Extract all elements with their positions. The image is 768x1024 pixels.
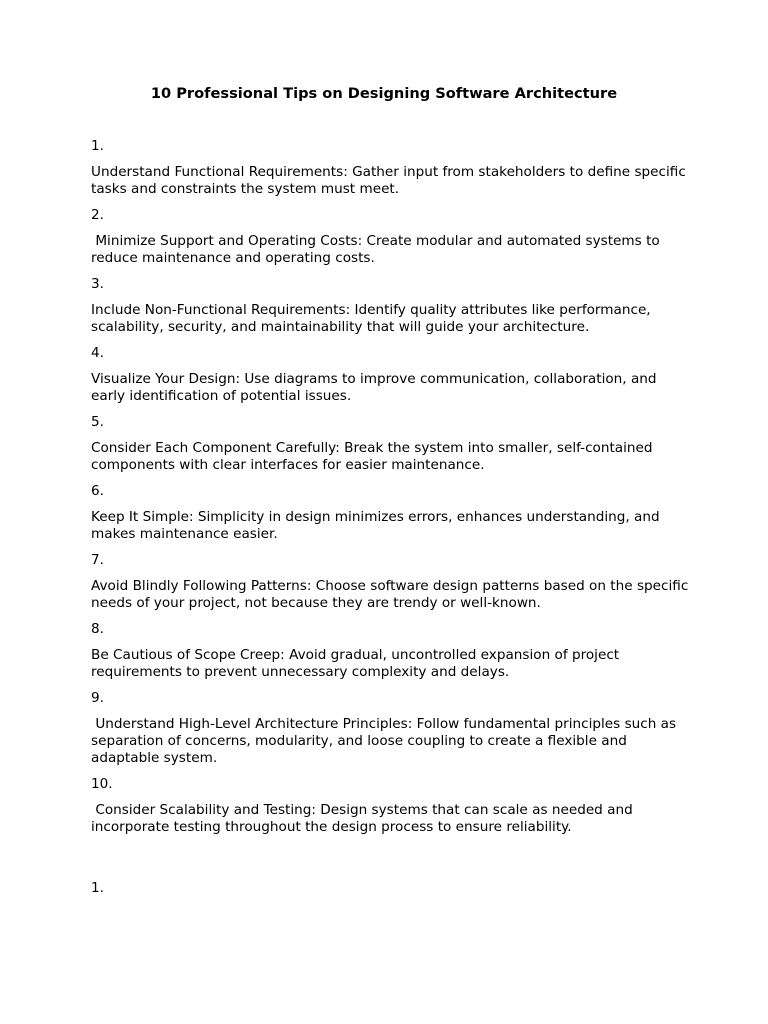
list-item: [91, 483, 691, 543]
item-text: Visualize Your Design: Use diagrams to improve communication, collaboration, and early identification of potential issues.: [91, 371, 661, 404]
item-text: Consider Each Component Carefully: Break the system into smaller, self-contained components with clear interfaces for easier maintenance.: [91, 440, 657, 473]
list-item: [91, 776, 691, 836]
item-text: Minimize Support and Operating Costs: Create modular and automated systems to reduce maintenance and operating costs.: [91, 233, 665, 266]
trailing-list-number: 1.: [91, 880, 104, 896]
item-number: 1.: [91, 138, 104, 154]
list-item: [91, 207, 691, 267]
item-number: 7.: [91, 552, 104, 568]
item-number: 5.: [91, 414, 104, 430]
item-number: 2.: [91, 207, 104, 223]
tips-list: [91, 138, 691, 845]
item-text: Be Cautious of Scope Creep: Avoid gradual, uncontrolled expansion of project requirements to prevent unnecessary complexity and delays.: [91, 647, 624, 680]
item-text: Include Non-Functional Requirements: Identify quality attributes like performance, scalability, security, and maintainability that will guide your architecture.: [91, 302, 655, 335]
list-item: [91, 621, 691, 681]
item-text: Consider Scalability and Testing: Design systems that can scale as needed and incorporate testing throughout the design process to ensure reliability.: [91, 802, 638, 835]
item-text: Keep It Simple: Simplicity in design minimizes errors, enhances understanding, and makes maintenance easier.: [91, 509, 664, 542]
item-number: 6.: [91, 483, 104, 499]
list-item: [91, 276, 691, 336]
list-item: [91, 138, 691, 198]
list-item: [91, 552, 691, 612]
list-item: [91, 414, 691, 474]
list-item: [91, 345, 691, 405]
item-text: Understand Functional Requirements: Gather input from stakeholders to define specific tasks and constraints the system must meet.: [91, 164, 691, 197]
item-text: Understand High-Level Architecture Principles: Follow fundamental principles such as separation of concerns, modularity, and loose coupling to create a flexible and adaptable system.: [91, 716, 681, 766]
item-number: 4.: [91, 345, 104, 361]
item-number: 8.: [91, 621, 104, 637]
item-number: 3.: [91, 276, 104, 292]
item-number: 9.: [91, 690, 104, 706]
item-number: 10.: [91, 776, 113, 792]
list-item: [91, 690, 691, 767]
document-title: 10 Professional Tips on Designing Software Architecture: [150, 85, 618, 102]
item-text: Avoid Blindly Following Patterns: Choose software design patterns based on the specific needs of your project, not because they are trendy or well-known.: [91, 578, 693, 611]
